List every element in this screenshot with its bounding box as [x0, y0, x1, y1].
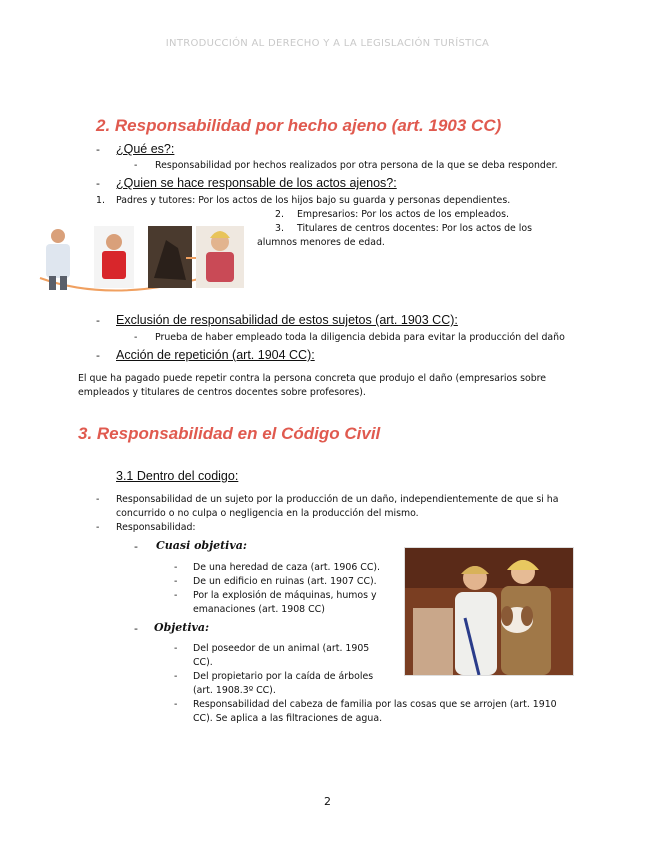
dash-bullet: -: [96, 522, 100, 533]
subsection-3-1-title: 3.1 Dentro del codigo:: [116, 469, 239, 483]
question-what-is: ¿Qué es?:: [116, 142, 175, 156]
list-number: 3.: [275, 223, 284, 234]
dash-bullet: -: [134, 332, 138, 343]
objective-heading: Objetiva:: [154, 621, 210, 634]
running-header: INTRODUCCIÓN AL DERECHO Y A LA LEGISLACIÓN TURÍSTICA: [165, 38, 490, 49]
quasi-item-building: De un edificio en ruinas (art. 1907 CC).: [193, 576, 377, 587]
dash-bullet: -: [174, 562, 178, 573]
dash-bullet: -: [174, 576, 178, 587]
page-number: 2: [324, 795, 331, 808]
quasi-item-explosion-cont: emanaciones (art. 1908 CC): [193, 604, 325, 615]
dash-bullet: -: [96, 349, 100, 362]
list-number: 2.: [275, 209, 284, 220]
list-item-parents: Padres y tutores: Por los actos de los hijos bajo su guarda y personas dependientes.: [116, 195, 511, 206]
quasi-item-explosion: Por la explosión de máquinas, humos y: [193, 590, 377, 601]
objective-definition-line-1: Responsabilidad de un sujeto por la producción de un daño, independientemente de que si ha: [116, 494, 559, 505]
quasi-item-hunting: De una heredad de caza (art. 1906 CC).: [193, 562, 381, 573]
question-who-responsible: ¿Quien se hace responsable de los actos ajenos?:: [116, 176, 397, 190]
objective-item-head-of-family-cont: CC). Se aplica a las filtraciones de agua.: [193, 713, 383, 724]
responsibility-label: Responsabilidad:: [116, 522, 196, 533]
objective-item-animal: Del poseedor de un animal (art. 1905: [193, 643, 370, 654]
repetition-paragraph-line-1: El que ha pagado puede repetir contra la persona concreta que produjo el daño (empresarios sobre: [78, 373, 547, 384]
list-item-schools-cont: alumnos menores de edad.: [257, 237, 385, 248]
list-item-schools: Titulares de centros docentes: Por los actos de los: [297, 223, 532, 234]
objective-item-trees: Del propietario por la caída de árboles: [193, 671, 374, 682]
list-number: 1.: [96, 195, 105, 206]
objective-item-head-of-family: Responsabilidad del cabeza de familia por las cosas que se arrojen (art. 1910: [193, 699, 557, 710]
what-is-answer: Responsabilidad por hechos realizados por otra persona de la que se deba responder.: [155, 160, 558, 171]
dash-bullet: -: [134, 622, 138, 635]
repetition-heading: Acción de repetición (art. 1904 CC):: [116, 348, 315, 362]
section-3-title: 3. Responsabilidad en el Código Civil: [78, 424, 381, 443]
dash-bullet: -: [134, 160, 138, 171]
repetition-paragraph-line-2: empleados y titulares de centros docentes sobre profesores).: [78, 387, 366, 398]
quasi-objective-heading: Cuasi objetiva:: [156, 539, 247, 552]
dash-bullet: -: [96, 494, 100, 505]
dash-bullet: -: [174, 643, 178, 654]
people-collage-image: [36, 218, 251, 296]
objective-item-trees-cont: (art. 1908.3º CC).: [193, 685, 276, 696]
dash-bullet: -: [174, 590, 178, 601]
dash-bullet: -: [96, 314, 100, 327]
dash-bullet: -: [174, 699, 178, 710]
dash-bullet: -: [174, 671, 178, 682]
dash-bullet: -: [96, 143, 100, 156]
list-item-employers: Empresarios: Por los actos de los empleados.: [297, 209, 509, 220]
women-with-dog-photo: [404, 547, 574, 676]
dash-bullet: -: [96, 177, 100, 190]
objective-item-animal-cont: CC).: [193, 657, 213, 668]
exclusion-item: Prueba de haber empleado toda la diligencia debida para evitar la producción del daño: [155, 332, 565, 343]
section-2-title: 2. Responsabilidad por hecho ajeno (art. 1903 CC): [96, 116, 502, 135]
exclusion-heading: Exclusión de responsabilidad de estos sujetos (art. 1903 CC):: [116, 313, 458, 327]
objective-definition-line-2: concurrido o no culpa o negligencia en la producción del mismo.: [116, 508, 419, 519]
dash-bullet: -: [134, 540, 138, 553]
